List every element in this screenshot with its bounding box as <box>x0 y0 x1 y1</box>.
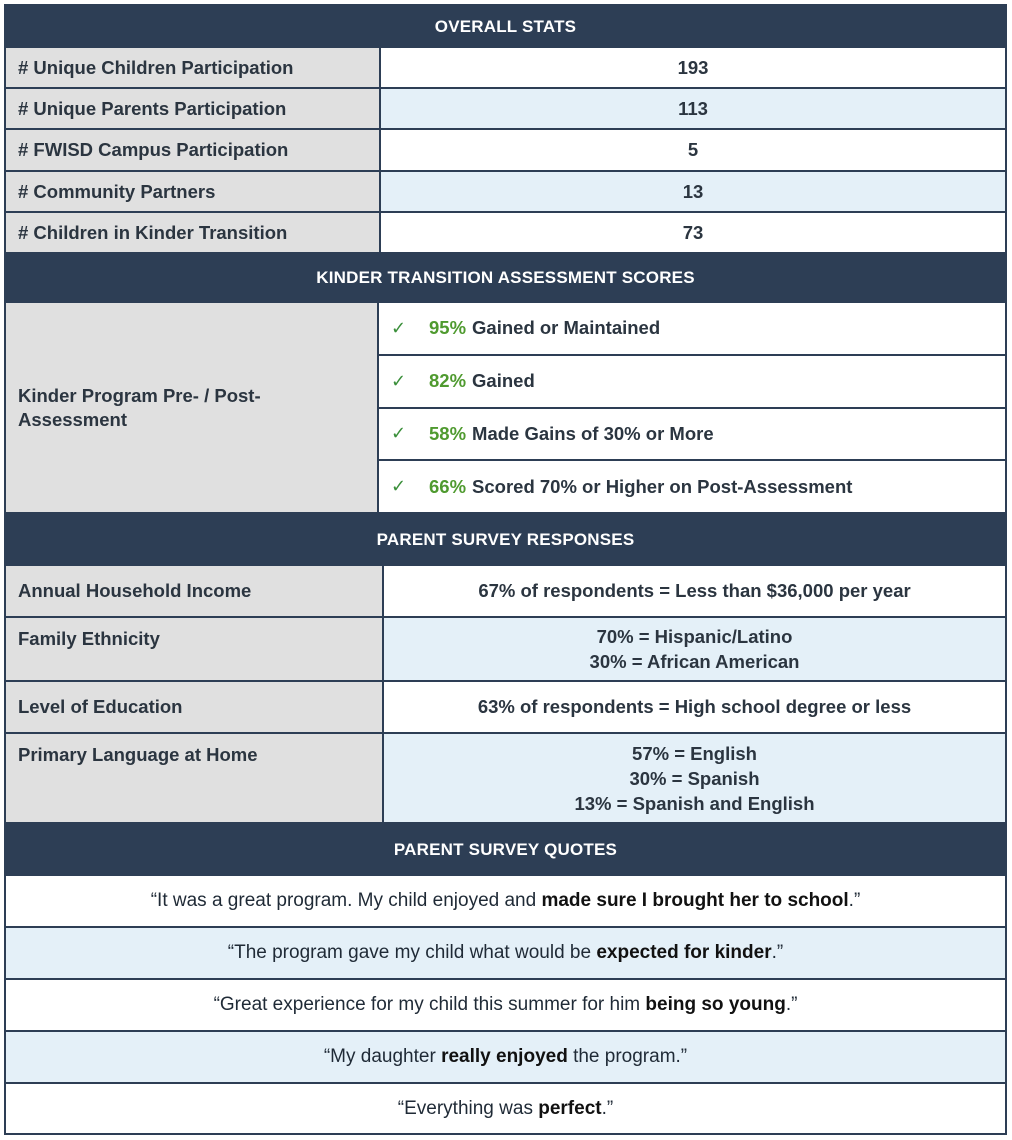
result-percent: 82% <box>429 370 467 392</box>
stat-value: 113 <box>678 97 708 119</box>
quote-text: “Great experience for my child this summer for him being so young.” <box>213 994 798 1015</box>
quote-text: “My daughter really enjoyed the program.” <box>323 1046 688 1067</box>
kinder-result-item <box>379 409 1005 462</box>
stat-row <box>6 213 1005 252</box>
stat-row <box>6 89 1005 130</box>
kinder-header: KINDER TRANSITION ASSESSMENT SCORES <box>6 252 1005 303</box>
stat-row <box>6 48 1005 89</box>
stat-label: # Unique Parents Participation <box>6 89 381 128</box>
kinder-assessment-block <box>6 303 1005 514</box>
survey-value: 67% of respondents = Less than $36,000 per year <box>478 580 911 601</box>
survey-row <box>6 734 1005 824</box>
stat-label: # Community Partners <box>6 172 381 211</box>
quotes-header: PARENT SURVEY QUOTES <box>6 824 1005 876</box>
stat-label: # FWISD Campus Participation <box>6 130 381 170</box>
survey-value-line: 30% = Spanish <box>629 767 760 789</box>
overall-stats-header: OVERALL STATS <box>6 6 1005 48</box>
checkmark-icon: ✓ <box>391 476 407 497</box>
quote-text: “It was a great program. My child enjoyed and made sure I brought her to school.” <box>150 890 861 911</box>
quote-row <box>6 1084 1005 1133</box>
stat-value: 73 <box>682 221 704 243</box>
survey-value <box>384 618 1005 680</box>
survey-label: Annual Household Income <box>6 566 384 616</box>
survey-row <box>6 618 1005 682</box>
stat-value: 13 <box>682 180 704 202</box>
stat-row <box>6 130 1005 172</box>
checkmark-icon: ✓ <box>391 317 407 338</box>
survey-value <box>384 734 1005 822</box>
stat-label: # Unique Children Participation <box>6 48 381 87</box>
quote-row <box>6 980 1005 1032</box>
survey-label: Level of Education <box>6 682 384 732</box>
quote-text: “Everything was perfect.” <box>397 1097 614 1119</box>
survey-value-line: 13% = Spanish and English <box>574 792 815 814</box>
result-text: Gained or Maintained <box>472 317 661 339</box>
checkmark-icon: ✓ <box>391 423 407 444</box>
result-text: Gained <box>472 370 535 392</box>
survey-row <box>6 682 1005 734</box>
survey-header: PARENT SURVEY RESPONSES <box>6 514 1005 566</box>
kinder-result-item <box>379 303 1005 356</box>
stat-label: # Children in Kinder Transition <box>6 213 381 252</box>
stat-value: 193 <box>677 56 709 78</box>
quote-row <box>6 876 1005 928</box>
checkmark-icon: ✓ <box>391 370 407 391</box>
kinder-results-list <box>379 303 1005 512</box>
result-percent: 66% <box>429 475 467 497</box>
survey-value-line: 57% = English <box>632 742 757 764</box>
kinder-result-item <box>379 461 1005 512</box>
survey-label: Primary Language at Home <box>6 734 384 822</box>
result-percent: 95% <box>429 317 467 339</box>
kinder-result-item <box>379 356 1005 409</box>
result-text: Scored 70% or Higher on Post-Assessment <box>472 475 853 497</box>
survey-value: 63% of respondents = High school degree or less <box>477 696 912 717</box>
stat-value: 5 <box>687 139 699 160</box>
survey-row <box>6 566 1005 618</box>
quote-row <box>6 928 1005 980</box>
quote-text: “The program gave my child what would be expected for kinder.” <box>227 942 784 963</box>
result-text: Made Gains of 30% or More <box>472 422 714 444</box>
stat-row <box>6 172 1005 213</box>
survey-value-line: 30% = African American <box>589 651 800 672</box>
result-percent: 58% <box>429 422 467 444</box>
quote-row <box>6 1032 1005 1084</box>
kinder-assessment-label: Kinder Program Pre- / Post-Assessment <box>6 303 379 512</box>
stats-report <box>4 4 1007 1135</box>
survey-label: Family Ethnicity <box>6 618 384 680</box>
survey-value-line: 70% = Hispanic/Latino <box>596 626 793 647</box>
